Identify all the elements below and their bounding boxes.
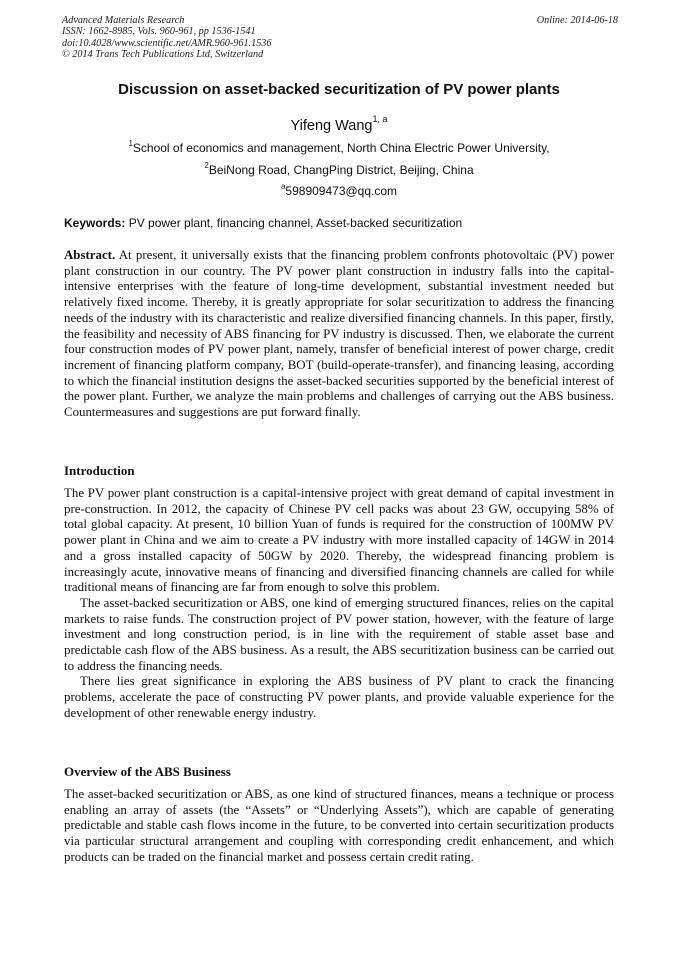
introduction-paragraph-1: The PV power plant construction is a capital-intensive project with great demand of capital investment in pre-construction. In 2012, the capacity of Chinese PV cell packs was about 23 GW, occupying 58% of total global capacity. At present, 10 billion Yuan of funds is required for the construction of 100MW PV power plant in China and we aim to create a PV industry with more installed capacity of 14GW in 2014 and a gross installed capacity of 50GW by 2020. Thereby, the widespread financing problem is increasingly acute, innovative means of financing and diversified financing channels are called for while traditional means of financing are far from enough to solve this problem. bbox=[64, 486, 614, 595]
journal-name: Advanced Materials Research bbox=[62, 15, 185, 26]
keywords-line bbox=[64, 215, 624, 231]
issn-line: ISSN: 1662-8985, Vols. 960-961, pp 1536-1541 bbox=[62, 26, 256, 38]
affiliation-superscript: 2 bbox=[204, 161, 209, 170]
author-line bbox=[0, 111, 678, 136]
author-email-line bbox=[0, 180, 678, 199]
keywords-label: Keywords: bbox=[64, 216, 126, 230]
affiliation-text: BeiNong Road, ChangPing District, Beijing, China bbox=[208, 163, 474, 177]
doi-line: doi:10.4028/www.scientific.net/AMR.960-961.1536 bbox=[62, 37, 272, 49]
author-name: Yifeng Wang bbox=[290, 117, 373, 134]
author-superscript: 1, a bbox=[372, 114, 388, 124]
keywords-text: PV power plant, financing channel, Asset-backed securitization bbox=[125, 216, 463, 230]
affiliation-line-1 bbox=[0, 137, 678, 156]
overview-body bbox=[64, 787, 614, 866]
paper-title: Discussion on asset-backed securitization of PV power plants bbox=[118, 81, 560, 98]
copyright-line: © 2014 Trans Tech Publications Ltd, Switzerland bbox=[62, 48, 264, 60]
abstract-label: Abstract. bbox=[64, 248, 116, 262]
introduction-paragraph-2: The asset-backed securitization or ABS, one kind of emerging structured finances, relies on the capital markets to raise funds. The construction project of PV power station, however, with the feature of large investment and long construction period, is in line with the requirement of stable asset base and predictable cash flow of the ABS business. As a result, the ABS securitization business can be carried out to address the financing needs. bbox=[64, 595, 614, 673]
introduction-paragraph-3: There lies great significance in exploring the ABS business of PV plant to crack the financing problems, accelerate the pace of constructing PV power plants, and provide valuable experience for the development of other renewable energy industry. bbox=[64, 674, 614, 720]
affiliation-superscript: 1 bbox=[128, 139, 133, 148]
introduction-heading: Introduction bbox=[64, 463, 135, 478]
online-date: Online: 2014-06-18 bbox=[536, 15, 618, 26]
journal-metadata bbox=[62, 15, 618, 60]
affiliation-text: School of economics and management, North China Electric Power University, bbox=[132, 141, 550, 155]
abstract-paragraph bbox=[64, 248, 614, 421]
email-superscript: a bbox=[280, 182, 286, 191]
overview-heading: Overview of the ABS Business bbox=[64, 764, 231, 779]
overview-paragraph-1: The asset-backed securitization or ABS, as one kind of structured finances, means a technique or process enabling an array of assets (the “Assets” or “Underlying Assets”), which are capable of generating predictable and stable cash flows income in the future, to be converted into certain securitization products via particular structural arrangement and coupling with corresponding credit enhancement, and which products can be traded on the financial market and possess certain credit rating. bbox=[64, 787, 614, 864]
abstract-text: At present, it universally exists that the financing problem confronts photovoltaic (PV) power plant construction in our country. The PV power plant construction in industry falls into the capital-intensive enterprises with the feature of long-time development, substantial investment needed but relatively fixed income. Thereby, it is greatly appropriate for solar securitization to address the financing needs of the industry with its characteristic and realize diversified financing channels. In this paper, firstly, the feasibility and necessity of ABS financing for PV industry is discussed. Then, we elaborate the current four construction modes of PV power plant, namely, transfer of beneficial interest of power charge, credit increment of financing platform company, BOT (build-operate-transfer), and financing leasing, according to which the financial institution designs the asset-backed securities supported by the beneficial interest of the power plant. Further, we analyze the main problems and challenges of carrying out the ABS business. Countermeasures and suggestions are put forward finally. bbox=[64, 248, 614, 420]
introduction-body bbox=[64, 486, 614, 722]
author-email: 598909473@qq.com bbox=[285, 184, 398, 198]
affiliation-line-2 bbox=[0, 159, 678, 178]
